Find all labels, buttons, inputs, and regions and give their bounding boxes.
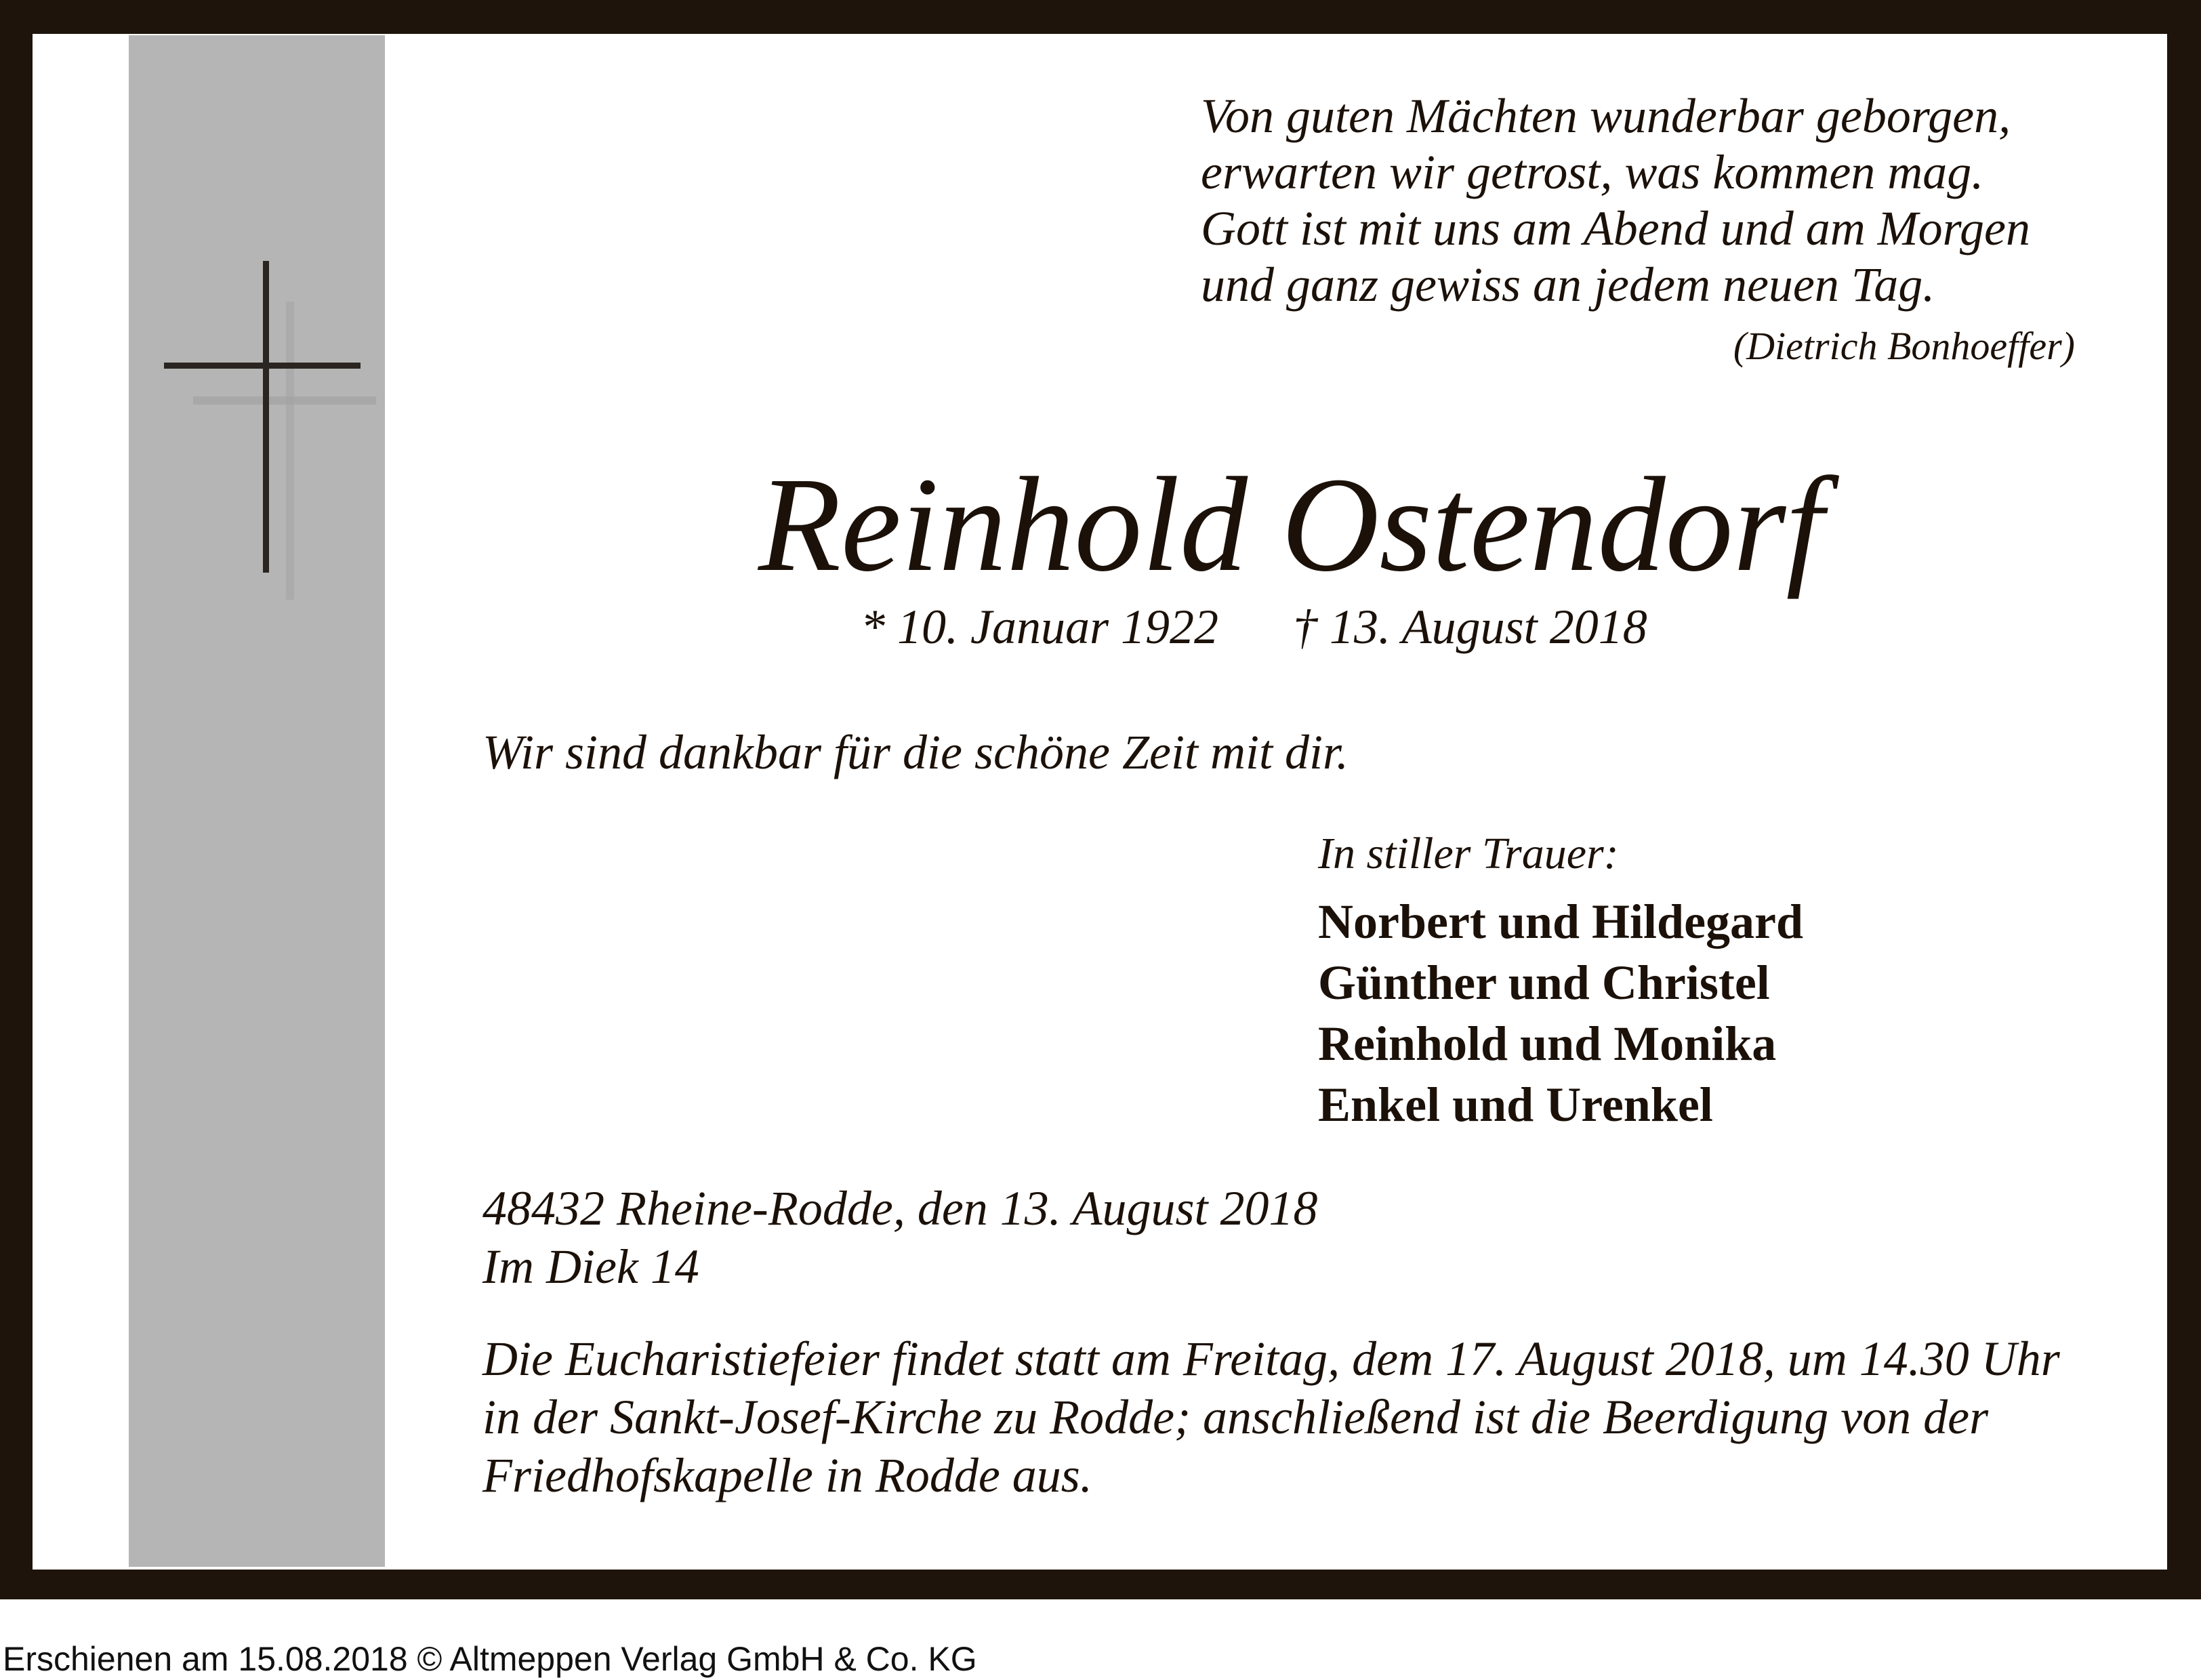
poem bbox=[1201, 88, 2075, 370]
street-address: Im Diek 14 bbox=[482, 1239, 699, 1294]
service-info bbox=[482, 1330, 2075, 1504]
deceased-name: Reinhold Ostendorf bbox=[758, 450, 1824, 600]
mourning-label: In stiller Trauer: bbox=[1318, 829, 1619, 878]
mourner-name: Günther und Christel bbox=[1318, 956, 1770, 1010]
cross-icon bbox=[156, 261, 386, 613]
place-date: 48432 Rheine-Rodde, den 13. August 2018 bbox=[482, 1181, 1318, 1235]
poem-line: erwarten wir getrost, was kommen mag. bbox=[1201, 145, 1984, 199]
life-dates bbox=[861, 596, 1647, 657]
death-date: † 13. August 2018 bbox=[1292, 600, 1647, 654]
mourner-name: Norbert und Hildegard bbox=[1318, 895, 1804, 949]
birth-date: * 10. Januar 1922 bbox=[861, 600, 1218, 654]
poem-line: Von guten Mächten wunderbar geborgen, bbox=[1201, 89, 2011, 143]
mourner-name: Reinhold und Monika bbox=[1318, 1017, 1777, 1071]
poem-line: und ganz gewiss an jedem neuen Tag. bbox=[1201, 258, 1935, 312]
mourner-name: Enkel und Urenkel bbox=[1318, 1078, 1713, 1132]
poem-line: Gott ist mit uns am Abend und am Morgen bbox=[1201, 201, 2030, 255]
thanks-text: Wir sind dankbar für die schöne Zeit mit dir. bbox=[482, 725, 1349, 779]
publication-footer: Erschienen am 15.08.2018 © Altmeppen Verlag GmbH & Co. KG bbox=[3, 1640, 977, 1678]
address-block bbox=[482, 1179, 1317, 1296]
service-line: Die Eucharistiefeier findet statt am Freitag, dem 17. August 2018, um 14.30 Uhr bbox=[482, 1332, 2060, 1386]
poem-author: (Dietrich Bonhoeffer) bbox=[1733, 324, 2075, 368]
service-line: Friedhofskapelle in Rodde aus. bbox=[482, 1448, 1092, 1502]
mourners-list bbox=[1318, 891, 1803, 1135]
service-line: in der Sankt-Josef-Kirche zu Rodde; anschließend ist die Beerdigung von der bbox=[482, 1390, 1989, 1444]
mourning-block bbox=[1318, 823, 1803, 1135]
